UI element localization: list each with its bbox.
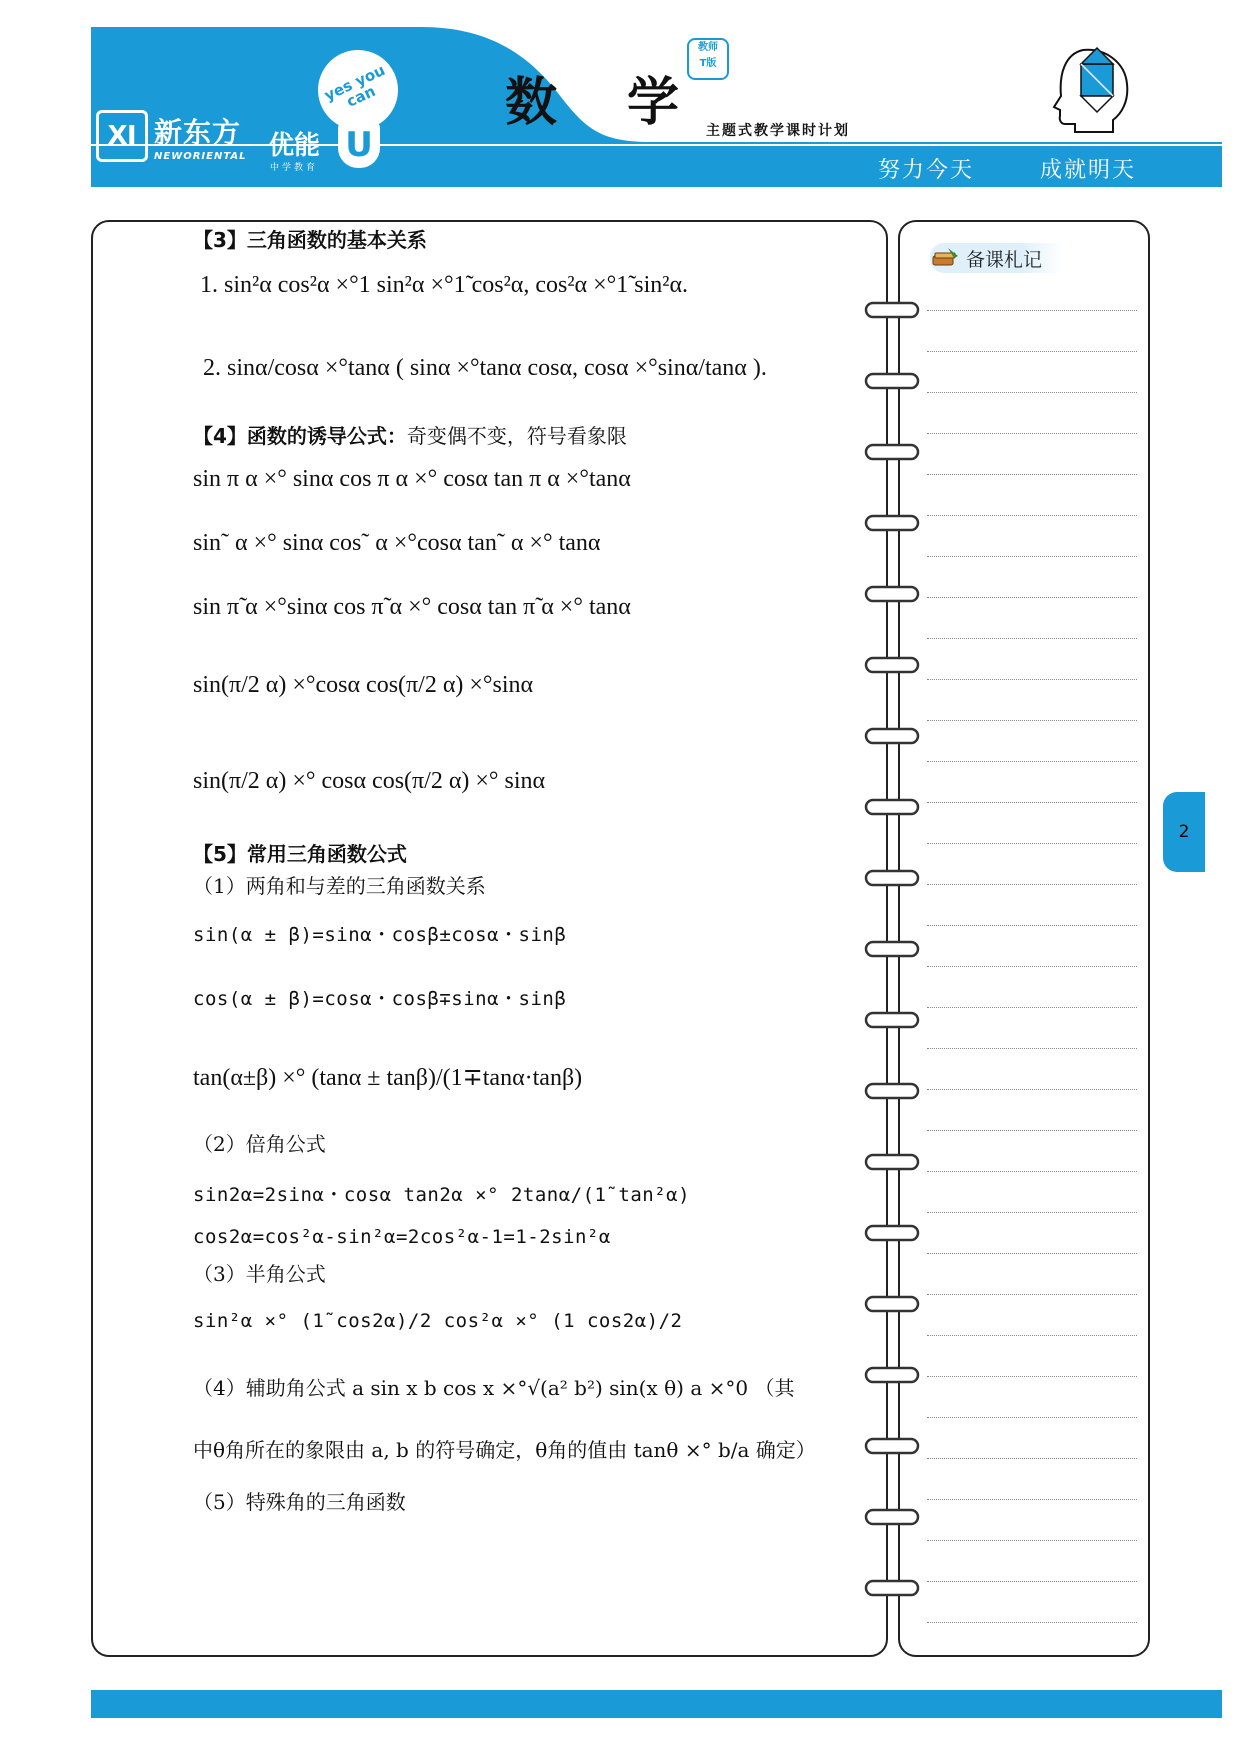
formula-sum-cos: cos(α ± β)=cosα・cosβ∓sinα・sinβ	[193, 988, 567, 1010]
logo-mark-icon: Ⅺ	[96, 110, 148, 162]
note-line	[927, 1007, 1137, 1008]
formula-double-2: cos2α=cos²α-sin²α=2cos²α-1=1-2sin²α	[193, 1226, 611, 1248]
formula-sum-sin: sin(α ± β)=sinα・cosβ±cosα・sinβ	[193, 924, 567, 946]
formula-basic-2: 2. sinα/cosα ×°tanα ( sinα ×°tanα cosα, cosα ×°sinα/tanα ).	[203, 355, 767, 381]
note-line	[927, 556, 1137, 557]
binder-ring-icon	[864, 1435, 920, 1457]
note-line	[927, 1089, 1137, 1090]
induction-formula-4: sin(π/2 α) ×°cosα cos(π/2 α) ×°sinα	[193, 672, 534, 698]
subsection-5-2: （2）倍角公式	[193, 1132, 326, 1156]
induction-formula-1: sin π α ×° sinα cos π α ×° cosα tan π α ×°tanα	[193, 466, 631, 492]
brand-name: 新东方	[154, 115, 242, 149]
note-line	[927, 474, 1137, 475]
page-subtitle: 主题式教学课时计划	[706, 123, 850, 139]
note-line	[927, 1048, 1137, 1049]
binder-ring-icon	[864, 725, 920, 747]
section-4-rule: 奇变偶不变，符号看象限	[406, 424, 627, 448]
note-line	[927, 761, 1137, 762]
note-line	[927, 433, 1137, 434]
binder-ring-icon	[864, 1364, 920, 1386]
note-line	[927, 966, 1137, 967]
binder-ring-icon	[864, 441, 920, 463]
binder-ring-icon	[864, 299, 920, 321]
binder-ring-icon	[864, 1080, 920, 1102]
induction-formula-2: sin˜ α ×° sinα cos˜ α ×°cosα tan˜ α ×° tanα	[193, 530, 601, 556]
note-line	[927, 843, 1137, 844]
note-line	[927, 802, 1137, 803]
note-line	[927, 1335, 1137, 1336]
subject-title: 数学	[505, 73, 750, 133]
note-line	[927, 884, 1137, 885]
subsection-5-4-note: 中θ角所在的象限由 a, b 的符号确定，θ角的值由 tanθ ×° b/a 确定）	[193, 1438, 816, 1462]
note-line	[927, 925, 1137, 926]
teacher-edition-badge: 教师 T版	[687, 38, 729, 80]
section-4-heading	[193, 420, 627, 449]
note-line	[927, 1171, 1137, 1172]
binder-ring-icon	[864, 1151, 920, 1173]
section-5-title: 【5】常用三角函数公式	[193, 842, 407, 866]
binder-ring-icon	[864, 938, 920, 960]
binder-ring-icon	[864, 1506, 920, 1528]
binder-ring-icon	[864, 1222, 920, 1244]
notes-panel	[898, 220, 1150, 1657]
yes-you-can-logo: yes you can	[305, 37, 411, 143]
subsection-5-4: （4）辅助角公式 a sin x b cos x ×°√(a² b²) sin(x θ) a ×°0 （其	[193, 1376, 795, 1400]
section-4-title: 【4】函数的诱导公式：	[193, 424, 407, 448]
section-3-title: 【3】三角函数的基本关系	[193, 228, 427, 252]
note-line	[927, 720, 1137, 721]
formula-half-angle: sin²α ×° (1̃ cos2α)/2 cos²α ×° (1 cos2α)/2	[193, 1310, 683, 1332]
binder-ring-icon	[864, 1009, 920, 1031]
subsection-5-5: （5）特殊角的三角函数	[193, 1490, 406, 1514]
subsection-5-3: （3）半角公式	[193, 1262, 326, 1286]
binder-ring-icon	[864, 370, 920, 392]
motto-right: 成就明天	[1040, 158, 1137, 183]
notes-title: 备课札记	[930, 243, 1062, 273]
note-line	[927, 1581, 1137, 1582]
binder-ring-icon	[864, 583, 920, 605]
induction-formula-3: sin π̃ α ×°sinα cos π̃ α ×° cosα tan π̃ α ×° tanα	[193, 594, 631, 620]
new-oriental-logo	[96, 110, 247, 162]
binder-ring-icon	[864, 1293, 920, 1315]
youneng-sublabel: 中学教育	[270, 163, 319, 173]
binder-ring-icon	[864, 867, 920, 889]
note-line	[927, 392, 1137, 393]
formula-basic-1: 1. sin²α cos²α ×°1 sin²α ×°1̃ cos²α, cos²α ×°1̃ sin²α.	[200, 272, 689, 298]
thinking-head-icon	[1043, 44, 1135, 136]
note-line	[927, 1540, 1137, 1541]
note-line	[927, 515, 1137, 516]
footer-bar	[91, 1690, 1222, 1718]
induction-formula-5: sin(π/2 α) ×° cosα cos(π/2 α) ×° sinα	[193, 768, 546, 794]
note-line	[927, 1130, 1137, 1131]
note-line	[927, 679, 1137, 680]
subsection-5-1: （1）两角和与差的三角函数关系	[193, 874, 486, 898]
binder-ring-icon	[864, 1577, 920, 1599]
note-line	[927, 1253, 1137, 1254]
note-line	[927, 1376, 1137, 1377]
page-number-tab: 2	[1163, 792, 1205, 872]
youneng-label: 优能	[268, 131, 321, 161]
u-badge: U	[338, 122, 380, 168]
note-line	[927, 1622, 1137, 1623]
note-line	[927, 1458, 1137, 1459]
binder-ring-icon	[864, 654, 920, 676]
note-line	[927, 638, 1137, 639]
note-line	[927, 351, 1137, 352]
motto-left: 努力今天	[878, 158, 975, 183]
note-line	[927, 1294, 1137, 1295]
note-line	[927, 1499, 1137, 1500]
note-line	[927, 310, 1137, 311]
formula-sum-tan: tan(α±β) ×° (tanα ± tanβ)/(1∓tanα·tanβ)	[193, 1065, 583, 1091]
binder-ring-icon	[864, 796, 920, 818]
binder-ring-icon	[864, 512, 920, 534]
brand-name-en: NEWORIENTAL	[154, 150, 247, 162]
book-quill-icon	[930, 246, 960, 270]
note-line	[927, 1417, 1137, 1418]
note-line	[927, 1212, 1137, 1213]
formula-double-1: sin2α=2sinα・cosα tan2α ×° 2tanα/(1̃ tan²α)	[193, 1184, 691, 1206]
note-line	[927, 597, 1137, 598]
